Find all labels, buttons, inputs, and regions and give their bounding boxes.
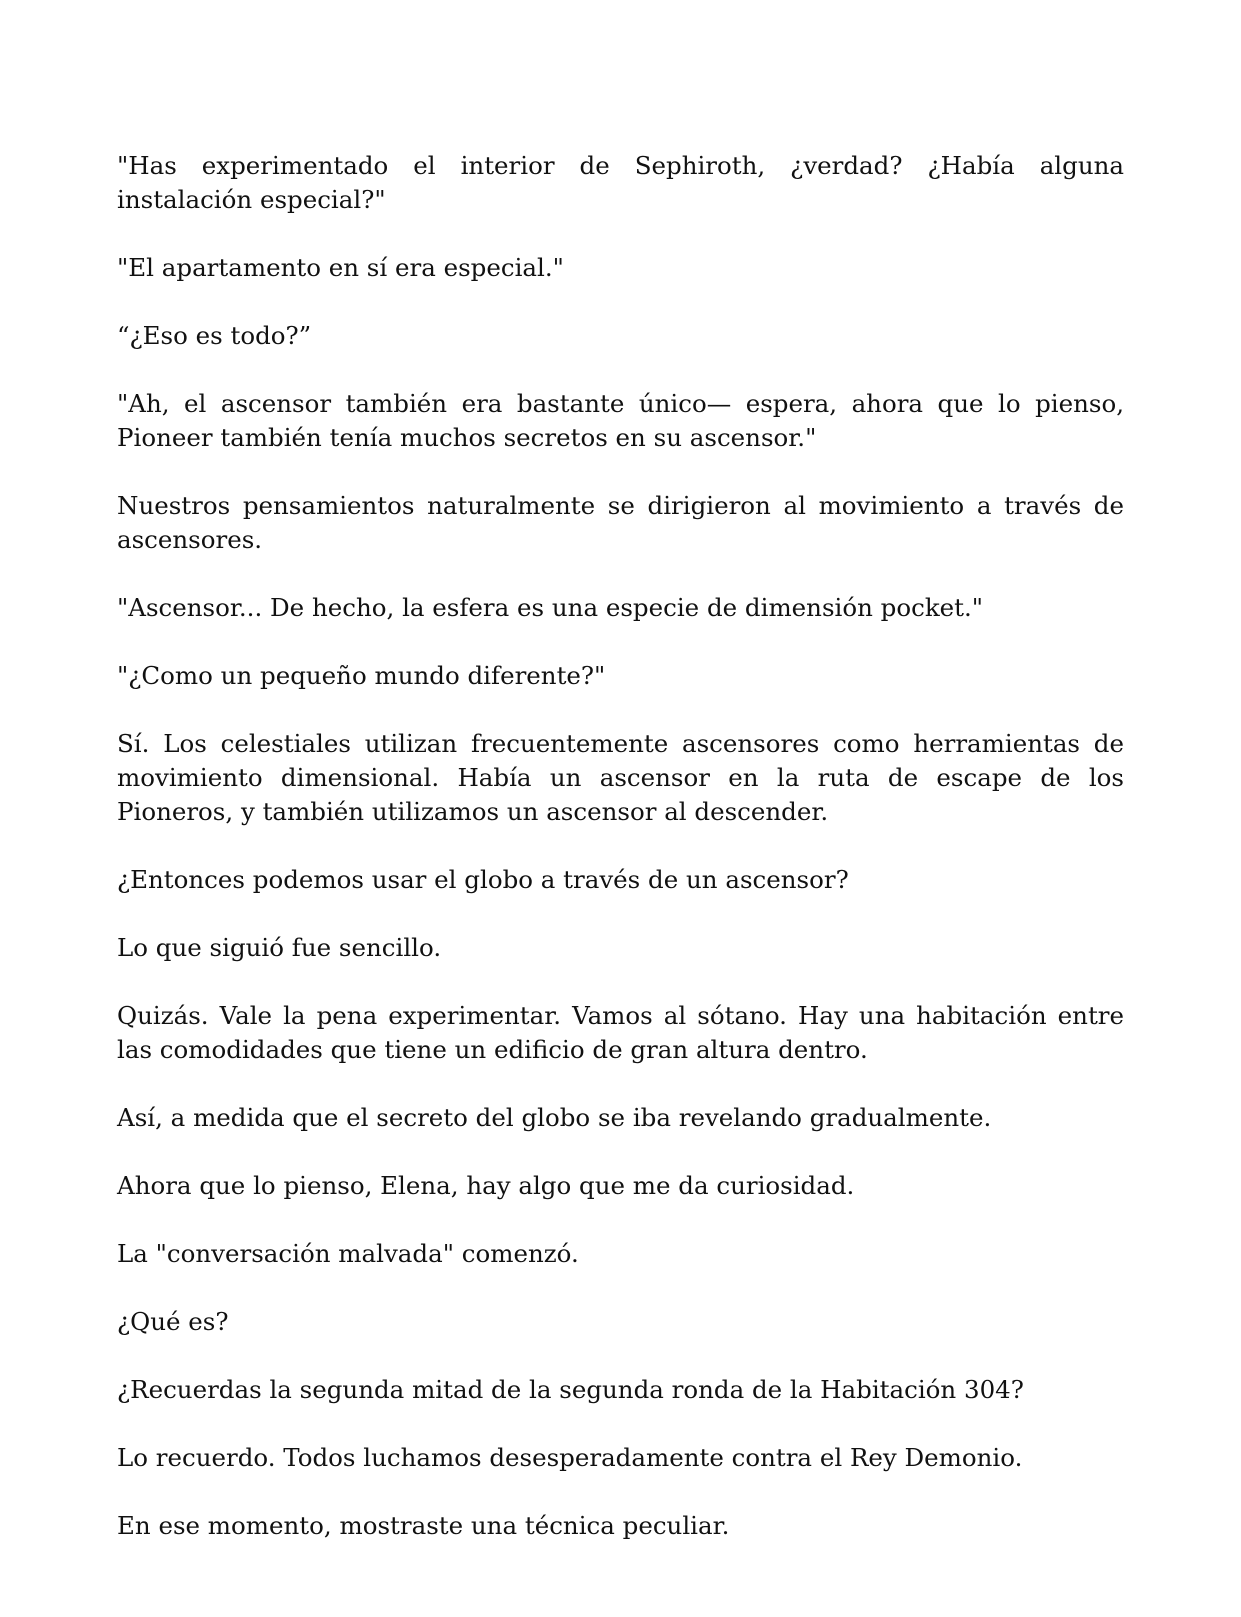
- paragraph-14: La "conversación malvada" comenzó.: [117, 1239, 579, 1268]
- paragraph-4: "Ah, el ascensor también era bastante único— espera, ahora que lo pienso, Pioneer también tenía muchos secretos en su ascensor.": [117, 389, 1124, 452]
- paragraph-16: ¿Recuerdas la segunda mitad de la segunda ronda de la Habitación 304?: [117, 1375, 1024, 1404]
- paragraph-5: Nuestros pensamientos naturalmente se dirigieron al movimiento a través de ascensores.: [117, 491, 1124, 554]
- paragraph-9: ¿Entonces podemos usar el globo a través de un ascensor?: [117, 865, 849, 894]
- paragraph-7: "¿Como un pequeño mundo diferente?": [117, 661, 606, 690]
- paragraph-15: ¿Qué es?: [117, 1307, 229, 1336]
- paragraph-6: "Ascensor... De hecho, la esfera es una especie de dimensión pocket.": [117, 593, 984, 622]
- paragraph-2: "El apartamento en sí era especial.": [117, 253, 564, 282]
- paragraph-11: Quizás. Vale la pena experimentar. Vamos al sótano. Hay una habitación entre las comodidades que tiene un edificio de gran altura dentro.: [117, 1001, 1124, 1064]
- paragraph-17: Lo recuerdo. Todos luchamos desesperadamente contra el Rey Demonio.: [117, 1443, 1023, 1472]
- paragraph-8: Sí. Los celestiales utilizan frecuentemente ascensores como herramientas de movimiento dimensional. Había un ascensor en la ruta de escape de los Pioneros, y también utilizamos un ascensor al descender.: [117, 729, 1124, 826]
- document-body: [117, 149, 1124, 1577]
- paragraph-3: “¿Eso es todo?”: [117, 321, 312, 350]
- paragraph-13: Ahora que lo pienso, Elena, hay algo que me da curiosidad.: [117, 1171, 855, 1200]
- paragraph-12: Así, a medida que el secreto del globo se iba revelando gradualmente.: [117, 1103, 992, 1132]
- paragraph-10: Lo que siguió fue sencillo.: [117, 933, 442, 962]
- paragraph-18: En ese momento, mostraste una técnica peculiar.: [117, 1511, 730, 1540]
- paragraph-1: "Has experimentado el interior de Sephiroth, ¿verdad? ¿Había alguna instalación especial?": [117, 151, 1124, 214]
